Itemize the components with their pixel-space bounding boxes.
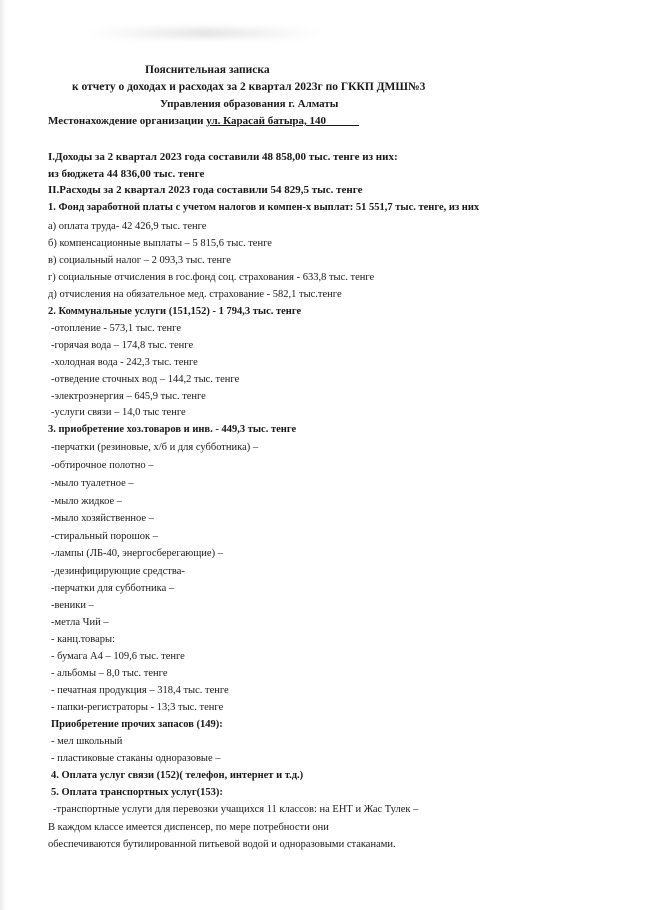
utilities-item: -услуги связи – 14,0 тыс тенге: [51, 407, 186, 418]
goods-item: - канц.товары:: [51, 634, 115, 645]
goods-item: -обтирочное полотно –: [51, 460, 154, 471]
transport-note: В каждом классе имеется диспенсер, по мере потребности они: [48, 822, 329, 833]
salary-item: д) отчисления на обязательное мед. страхование - 582,1 тыс.тенге: [48, 289, 342, 300]
income-line-1: I.Доходы за 2 квартал 2023 года составили 48 858,00 тыс. тенге из них:: [48, 151, 398, 163]
salary-item: б) компенсационные выплаты – 5 815,6 тыс. тенге: [48, 238, 272, 249]
salary-item: а) оплата труда- 42 426,9 тыс. тенге: [48, 221, 207, 232]
goods-item: -стиральный порошок –: [51, 531, 158, 542]
location-value: ул. Карасай батыра, 140: [206, 115, 327, 127]
utilities-item: -холодная вода - 242,3 тыс. тенге: [51, 357, 198, 368]
goods-item: -мыло хозяйственное –: [51, 513, 154, 524]
utilities-item: -электроэнергия – 645,9 тыс. тенге: [51, 391, 206, 402]
doc-org: Управления образования г. Алматы: [160, 98, 339, 110]
goods-item: -дезинфицирующие средства-: [51, 566, 185, 577]
comm-heading: 4. Оплата услуг связи (152)( телефон, интернет и т.д.): [51, 770, 304, 781]
goods-item: -веники –: [51, 600, 94, 611]
goods-item: - папки-регистраторы - 13;3 тыс. тенге: [51, 702, 224, 713]
salary-heading: 1. Фонд заработной платы с учетом налогов и компен-х выплат: 51 551,7 тыс. тенге, из них: [48, 202, 480, 213]
location-label: Местонахождение организации: [48, 115, 204, 127]
goods-item: -перчатки (резиновые, х/б и для субботника) –: [51, 442, 259, 453]
scan-artifact: [90, 28, 320, 38]
utilities-item: -отведение сточных вод – 144,2 тыс. тенге: [51, 374, 240, 385]
income-line-2: из бюджета 44 836,00 тыс. тенге: [48, 168, 205, 180]
other-stock-item: - мел школьный: [51, 736, 123, 747]
salary-item: г) социальные отчисления в гос.фонд соц. страхования - 633,8 тыс. тенге: [48, 272, 375, 283]
goods-item: -метла Чий –: [51, 617, 109, 628]
goods-item: -мыло жидкое –: [51, 496, 123, 507]
utilities-item: -горячая вода – 174,8 тыс. тенге: [51, 340, 194, 351]
doc-subtitle: к отчету о доходах и расходах за 2 квартал 2023г по ГККП ДМШ№3: [72, 81, 426, 93]
expenses-total: II.Расходы за 2 квартал 2023 года составили 54 829,5 тыс. тенге: [48, 184, 363, 196]
goods-item: -перчатки для субботника –: [51, 583, 175, 594]
goods-item: -лампы (ЛБ-40, энергосберегающие) –: [51, 548, 223, 559]
scan-edge: [0, 0, 6, 910]
utilities-heading: 2. Коммунальные услуги (151,152) - 1 794,3 тыс. тенге: [48, 306, 302, 317]
location-line: [48, 115, 359, 128]
transport-heading: 5. Оплата транспортных услуг(153):: [51, 787, 223, 798]
goods-item: - бумага А4 – 109,6 тыс. тенге: [51, 651, 185, 662]
goods-item: -мыло туалетное –: [51, 478, 134, 489]
other-stock-heading: Приобретение прочих запасов (149):: [51, 719, 223, 730]
goods-heading: 3. приобретение хоз.товаров и инв. - 449,3 тыс. тенге: [48, 424, 297, 435]
utilities-item: -отопление - 573,1 тыс. тенге: [51, 323, 181, 334]
transport-note: обеспечиваются бутилированной питьевой водой и одноразовыми стаканами.: [48, 839, 396, 850]
goods-item: - печатная продукция – 318,4 тыс. тенге: [51, 685, 229, 696]
transport-item: -транспортные услуги для перевозки учащихся 11 классов: на ЕНТ и Жас Тулек –: [53, 804, 419, 815]
goods-item: - альбомы – 8,0 тыс. тенге: [51, 668, 168, 679]
other-stock-item: - пластиковые стаканы одноразовые –: [51, 753, 221, 764]
doc-title: Пояснительная записка: [145, 64, 270, 76]
salary-item: в) социальный налог – 2 093,3 тыс. тенге: [48, 255, 231, 266]
